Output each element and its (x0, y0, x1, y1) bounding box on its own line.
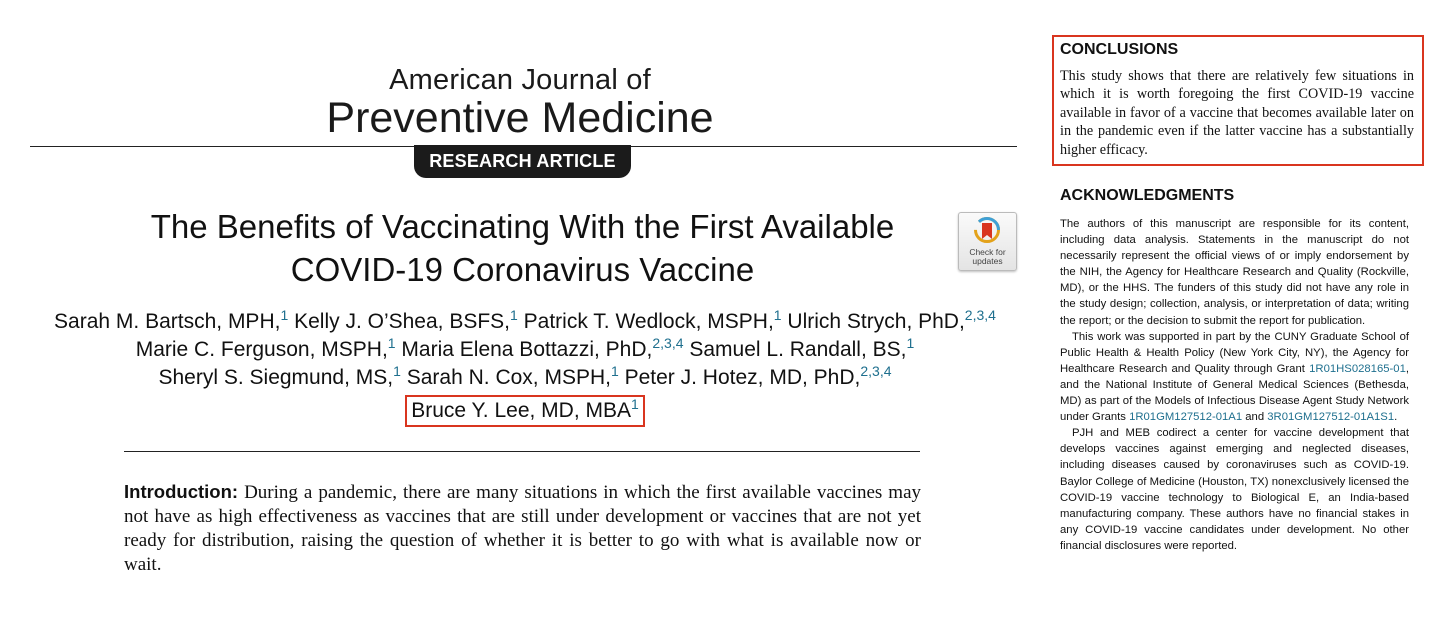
affiliation-link[interactable]: 1 (387, 335, 396, 351)
author-line-2 (0, 336, 1050, 364)
author-name: Kelly J. O’Shea, BSFS, (294, 310, 511, 333)
acknowledgments-paragraph-1: The authors of this manuscript are responsible for its content, including data analysis. Statements in the manuscript do not necessarily represent the official views of or imply endorsement by the NIH, the Agency for Healthcare Research and Quality (Rockville, MD), or the HHS. The funders of this study did not have any role in the study design; collection, analysis, or interpretation of data; writing the report; or the decision to submit the report for publication. (1060, 218, 1409, 327)
author-name: Samuel L. Randall, BS, (689, 338, 907, 361)
author-name: Maria Elena Bottazzi, PhD, (401, 338, 653, 361)
affiliation-link[interactable]: 1 (610, 363, 619, 379)
affiliation-link[interactable]: 1 (906, 335, 915, 351)
affiliation-link[interactable]: 1 (510, 307, 518, 323)
affiliation-link[interactable]: 1 (393, 363, 401, 379)
highlighted-author (405, 395, 645, 427)
affiliation-link[interactable]: 1 (631, 396, 639, 412)
ack-text: and (1242, 411, 1268, 424)
article-title (60, 205, 985, 291)
conclusions-box (1052, 35, 1424, 166)
author-line-4 (0, 392, 1050, 427)
abstract-rule (124, 451, 920, 452)
crossmark-label-line1: Check for (969, 247, 1006, 257)
introduction-label: Introduction: (124, 481, 239, 502)
grant-link[interactable]: 1R01HS028165-01 (1309, 362, 1406, 375)
affiliation-link[interactable]: 1 (280, 307, 289, 323)
author-name: Patrick T. Wedlock, MSPH, (523, 310, 774, 333)
introduction-text: During a pandemic, there are many situations in which the first available vaccines may not have as high effectiveness as vaccines that are still under development or vaccines that are not yet ready for distribution, raising the question of whether it is better to go with what is available now or wait. (124, 482, 922, 575)
article-title-line2: COVID-19 Coronavirus Vaccine (290, 251, 755, 288)
crossmark-icon (974, 217, 1000, 247)
author-name: Bruce Y. Lee, MD, MBA (411, 399, 632, 422)
check-for-updates-button[interactable] (958, 212, 1017, 271)
author-name: Peter J. Hotez, MD, PhD, (624, 366, 861, 389)
conclusions-heading: CONCLUSIONS (1060, 41, 1179, 58)
author-name: Sheryl S. Siegmund, MS, (158, 366, 394, 389)
crossmark-label-line2: updates (972, 256, 1003, 266)
article-title-line1: The Benefits of Vaccinating With the First Available (150, 208, 895, 245)
acknowledgments-body (1060, 216, 1409, 554)
ack-text: , and the National Institute of General Medical Sciences (Bethesda, MD) as part of the Models of Infectious Disease Agent Study Network under Grants (1060, 362, 1409, 424)
affiliation-link[interactable]: 1 (773, 307, 782, 323)
ack-text: . (1394, 411, 1398, 424)
affiliation-link[interactable]: 2,3,4 (964, 307, 996, 323)
journal-name-line2: Preventive Medicine (326, 94, 714, 142)
author-name: Sarah N. Cox, MSPH, (406, 366, 611, 389)
author-name: Marie C. Ferguson, MSPH, (135, 338, 388, 361)
grant-link[interactable]: 1R01GM127512-01A1 (1129, 411, 1243, 424)
author-name: Ulrich Strych, PhD, (787, 310, 965, 333)
ack-text: This work was supported in part by the CUNY Graduate School of Public Health & Health Policy (New York City, NY), the Agency for Healthcare Research and Quality through Grant (1060, 330, 1409, 375)
author-list (0, 308, 1050, 427)
article-sidebar-excerpt (1040, 0, 1456, 637)
author-line-1 (0, 308, 1050, 336)
journal-name-line1: American Journal of (389, 64, 651, 96)
author-line-3 (0, 364, 1050, 392)
abstract-introduction (124, 480, 921, 577)
conclusions-text: This study shows that there are relatively few situations in which it is worth foregoing the first COVID-19 vaccine available in favor of a vaccine that becomes available later on in the pandemic even if the latter vaccine has a substantially higher efficacy. (1060, 68, 1414, 158)
grant-link[interactable]: 3R01GM127512-01A1S1 (1267, 411, 1395, 424)
affiliation-link[interactable]: 2,3,4 (860, 363, 892, 379)
article-type-badge: RESEARCH ARTICLE (414, 145, 631, 178)
author-name: Sarah M. Bartsch, MPH, (54, 310, 281, 333)
acknowledgments-paragraph-2 (1060, 329, 1409, 426)
acknowledgments-heading: ACKNOWLEDGMENTS (1060, 187, 1235, 204)
affiliation-link[interactable]: 2,3,4 (652, 335, 684, 351)
acknowledgments-paragraph-3: PJH and MEB codirect a center for vaccine development that develops vaccines against emerging and neglected diseases, including diseases caused by coronaviruses such as COVID-19. Baylor College of Medicine (Houston, TX) nonexclusively licensed the COVID-19 vaccine technology to Biological E, an India-based manufacturing company. These authors have no financial stakes in any COVID-19 vaccine candidates under development. No other financial disclosures were reported. (1060, 427, 1409, 552)
